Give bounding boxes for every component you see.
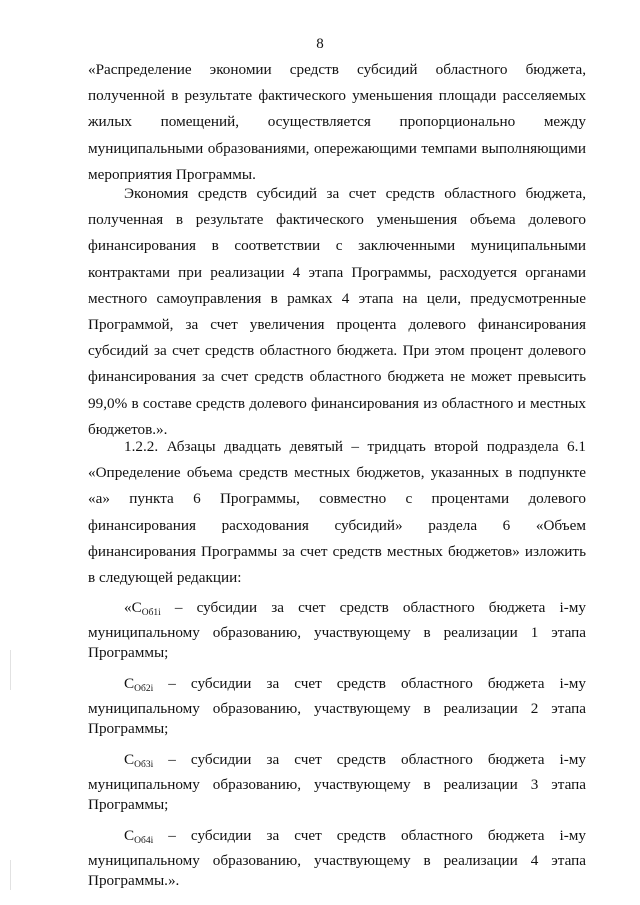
formula-subscript: Об4i xyxy=(134,836,154,846)
paragraph-subsidy-savings: Экономия средств субсидий за счет средств областного бюджета, полученная в результате фактического уменьшения объема долевого финансирования в соответствии с заключенными муниципальными контрактами при реализации 4 этапа Программы, расходуется органами местного самоуправления в рамках 4 этапа на цели, предусмотренные Программой, за счет увеличения процента долевого финансирования субсидий за счет средств областного бюджета. При этом процент долевого финансирования за счет средств областного бюджета не может превысить 99,0% в составе средств долевого финансирования из областного и местных бюджетов.». xyxy=(88,185,586,438)
scan-margin-mark xyxy=(10,860,11,890)
formula-symbol: С xyxy=(124,675,135,692)
paragraph-distribution-of-savings: «Распределение экономии средств субсидий областного бюджета, полученной в результате фактического уменьшения площади расселяемых жилых помещений, осуществляется пропорционально между муниципальными образованиями, опережающими темпами выполняющими мероприятия Программы. xyxy=(88,61,586,183)
formula-subscript: Об3i xyxy=(134,760,154,770)
formula-symbol: С xyxy=(124,827,135,844)
formula-symbol: С xyxy=(124,751,135,768)
definition-text: – субсидии за счет средств областного бюджета i-му муниципальному образованию, участвующему в реализации 1 этапа Программы; xyxy=(88,599,586,661)
definition-text: – субсидии за счет средств областного бюджета i-му муниципальному образованию, участвующему в реализации 3 этапа Программы; xyxy=(88,751,586,813)
definition-stage-4 xyxy=(88,826,586,891)
paragraph-amendment-1-2-2: 1.2.2. Абзацы двадцать девятый – тридцать второй подраздела 6.1 «Определение объема средств местных бюджетов, указанных в подпункте «а» пункта 6 Программы, совместно с процентами долевого финансирования расходования субсидий» раздела 6 «Объем финансирования Программы за счет средств местных бюджетов» изложить в следующей редакции: xyxy=(88,438,586,587)
definition-stage-3 xyxy=(88,750,586,815)
definition-prefix: « xyxy=(124,599,132,616)
scan-margin-mark xyxy=(10,650,11,690)
formula-subscript: Об2i xyxy=(134,684,154,694)
definitions-list xyxy=(88,598,586,902)
definition-stage-2 xyxy=(88,674,586,739)
formula-subscript: Об1i xyxy=(141,608,161,618)
definition-stage-1 xyxy=(88,598,586,663)
page-number: 8 xyxy=(316,36,324,52)
definition-text: – субсидии за счет средств областного бюджета i-му муниципальному образованию, участвующему в реализации 4 этапа Программы.». xyxy=(88,827,586,889)
definition-text: – субсидии за счет средств областного бюджета i-му муниципальному образованию, участвующему в реализации 2 этапа Программы; xyxy=(88,675,586,737)
formula-symbol: С xyxy=(131,599,142,616)
